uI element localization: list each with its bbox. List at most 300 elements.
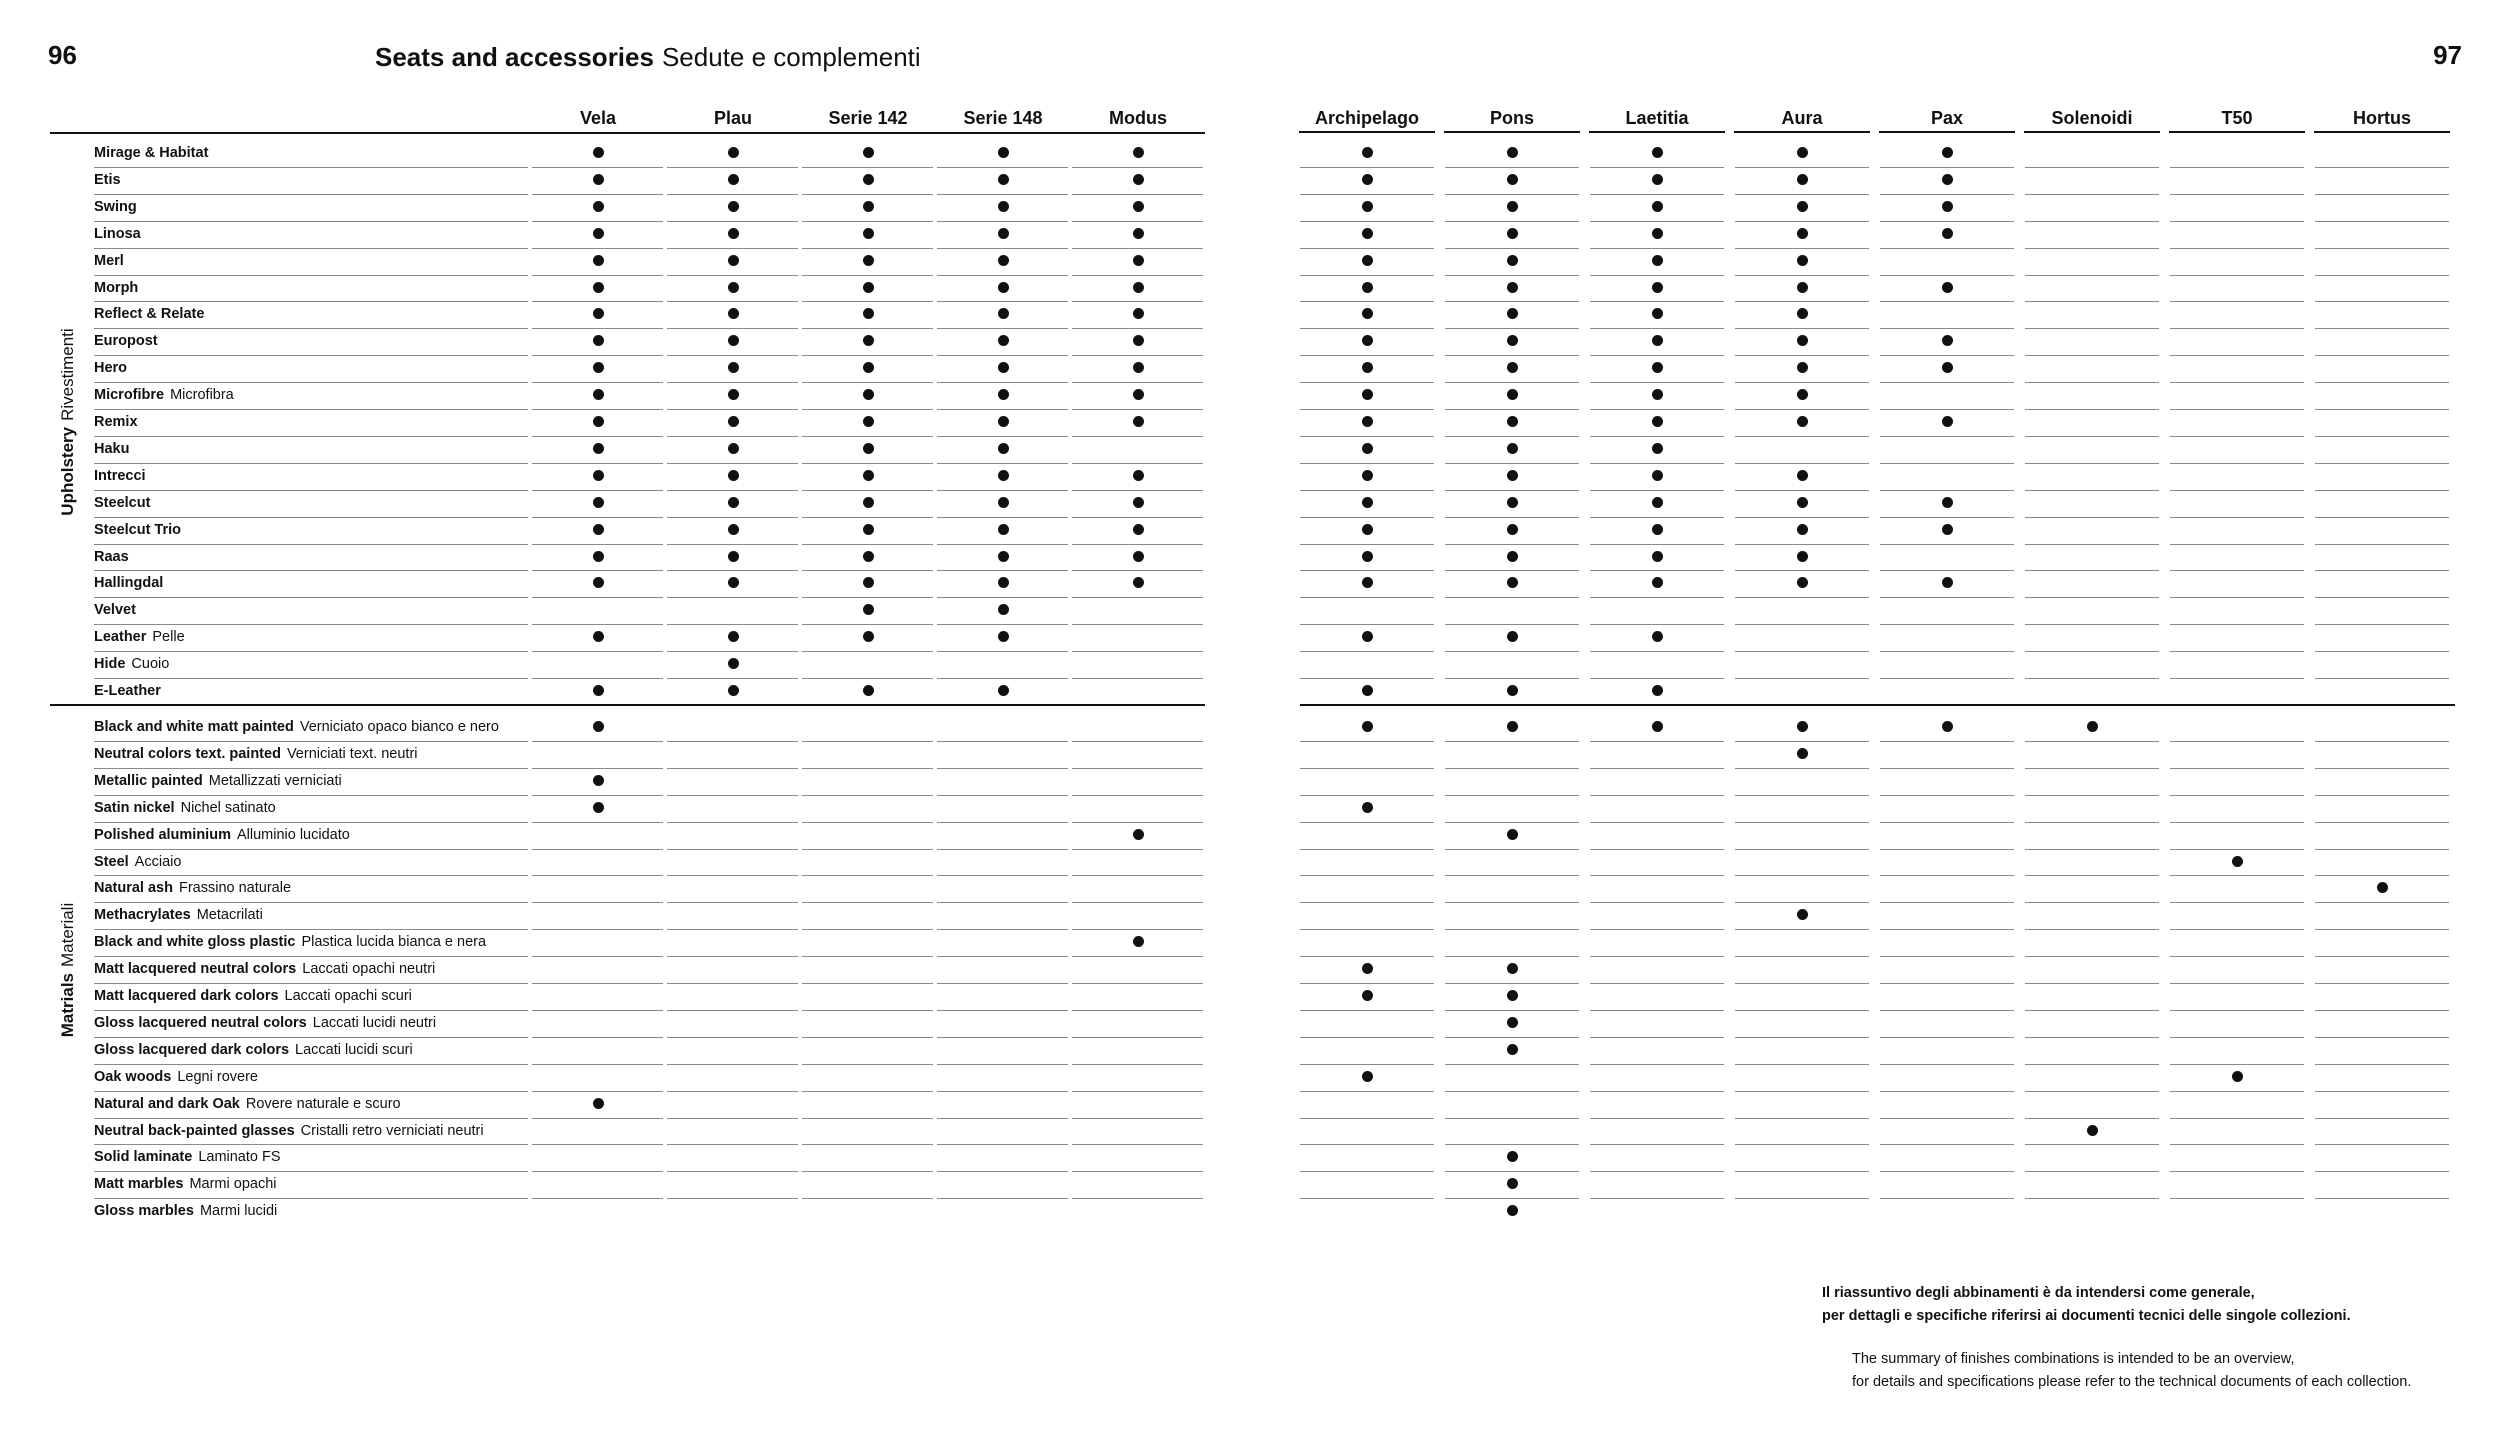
cell-rule [802,463,933,464]
cell-rule [1445,983,1579,984]
availability-dot [593,228,604,239]
availability-dot [1133,174,1144,185]
row-label-it: Rovere naturale e scuro [245,1095,401,1112]
cell-rule [1735,822,1869,823]
row-label [94,252,124,270]
note-english [1852,1348,2411,1394]
cell-rule [1072,902,1203,903]
row-label-en: Steelcut [94,494,151,511]
availability-dot [1507,228,1518,239]
row-label-en: Natural and dark Oak [94,1095,240,1112]
row-label [94,1175,276,1193]
cell-rule [532,490,663,491]
cell-rule [2025,822,2159,823]
cell-rule [2025,194,2159,195]
cell-rule [1300,221,1434,222]
row-label-en: Methacrylates [94,907,191,924]
availability-dot [1942,228,1953,239]
cell-rule [667,490,798,491]
cell-rule [1880,768,2014,769]
row-label-it: Alluminio lucidato [236,826,350,843]
cell-rule [1735,741,1869,742]
row-rule [94,741,528,742]
cell-rule [1880,1010,2014,1011]
cell-rule [2315,795,2449,796]
cell-rule [1445,768,1579,769]
row-label [94,799,276,817]
availability-dot [863,631,874,642]
cell-rule [1445,1037,1579,1038]
cell-rule [1880,517,2014,518]
row-label [94,826,350,844]
cell-rule [2025,956,2159,957]
availability-dot [998,577,1009,588]
availability-dot [593,497,604,508]
row-label-en: Remix [94,414,138,430]
cell-rule [1735,355,1869,356]
availability-dot [1652,524,1663,535]
availability-dot [1507,416,1518,427]
cell-rule [1072,795,1203,796]
cell-rule [2170,1171,2304,1172]
availability-dot [1942,362,1953,373]
cell-rule [1880,741,2014,742]
cell-rule [667,1037,798,1038]
cell-rule [1300,436,1434,437]
cell-rule [937,597,1068,598]
availability-dot [1133,416,1144,427]
row-rule [94,1118,528,1119]
cell-rule [1072,275,1203,276]
cell-rule [2170,678,2304,679]
page-title-en: Seats and accessories [375,42,654,72]
cell-rule [1445,248,1579,249]
row-label-en: Steel [94,853,129,870]
availability-dot [1797,524,1808,535]
availability-dot [1652,147,1663,158]
cell-rule [1072,382,1203,383]
availability-dot [1507,721,1518,732]
cell-rule [1880,849,2014,850]
availability-dot [1362,174,1373,185]
row-label [94,745,418,763]
availability-dot [2377,882,2388,893]
row-label-en: Black and white matt painted [94,719,294,735]
row-rule [94,1091,528,1092]
cell-rule [937,956,1068,957]
cell-rule [1735,1010,1869,1011]
cell-rule [802,1118,933,1119]
cell-rule [1590,436,1724,437]
availability-dot [1507,443,1518,454]
availability-dot [2232,856,2243,867]
availability-dot [593,416,604,427]
row-label-en: Reflect & Relate [94,306,205,323]
cell-rule [1072,597,1203,598]
availability-dot [1652,443,1663,454]
cell-rule [2170,355,2304,356]
cell-rule [1590,570,1724,571]
cell-rule [2315,956,2449,957]
row-label-en: Polished aluminium [94,826,231,843]
availability-dot [863,201,874,212]
cell-rule [1880,795,2014,796]
cell-rule [1590,929,1724,930]
cell-rule [937,463,1068,464]
availability-dot [1797,577,1808,588]
cell-rule [532,248,663,249]
cell-rule [2315,768,2449,769]
cell-rule [2170,409,2304,410]
cell-rule [1590,463,1724,464]
cell-rule [2025,544,2159,545]
row-label-en: Matt lacquered neutral colors [94,961,297,978]
cell-rule [1445,436,1579,437]
cell-rule [1300,275,1434,276]
availability-dot [593,551,604,562]
availability-dot [728,147,739,158]
column-header-rule [1444,131,1580,133]
cell-rule [937,624,1068,625]
cell-rule [2170,597,2304,598]
availability-dot [1942,497,1953,508]
cell-rule [2315,983,2449,984]
cell-rule [2315,275,2449,276]
cell-rule [2315,678,2449,679]
cell-rule [667,544,798,545]
cell-rule [2170,795,2304,796]
cell-rule [937,1198,1068,1199]
cell-rule [802,570,933,571]
row-label-en: Hero [94,360,128,377]
availability-dot [1652,416,1663,427]
section-label-upholstery [58,329,78,516]
row-rule [94,1037,528,1038]
availability-dot [1797,748,1808,759]
cell-rule [1300,248,1434,249]
row-label-en: Hallingdal [94,575,164,592]
row-rule [94,1171,528,1172]
availability-dot [728,685,739,696]
availability-dot [1362,1071,1373,1082]
cell-rule [667,194,798,195]
cell-rule [1590,678,1724,679]
cell-rule [2170,167,2304,168]
cell-rule [667,1010,798,1011]
row-rule [94,1198,528,1199]
row-label-en: Black and white gloss plastic [94,934,296,951]
cell-rule [937,1118,1068,1119]
cell-rule [1445,409,1579,410]
row-rule [94,956,528,957]
cell-rule [1590,597,1724,598]
cell-rule [1590,301,1724,302]
cell-rule [1300,517,1434,518]
row-rule [94,902,528,903]
availability-dot [728,470,739,481]
cell-rule [1735,1118,1869,1119]
cell-rule [532,1091,663,1092]
cell-rule [802,956,933,957]
row-label [94,879,291,897]
cell-rule [802,301,933,302]
availability-dot [1133,389,1144,400]
cell-rule [1300,929,1434,930]
cell-rule [667,651,798,652]
cell-rule [532,409,663,410]
cell-rule [937,822,1068,823]
cell-rule [2315,849,2449,850]
availability-dot [998,443,1009,454]
row-rule [94,651,528,652]
cell-rule [532,167,663,168]
availability-dot [1362,802,1373,813]
cell-rule [667,956,798,957]
cell-rule [2025,301,2159,302]
availability-dot [1507,963,1518,974]
availability-dot [1133,282,1144,293]
cell-rule [1072,194,1203,195]
cell-rule [937,983,1068,984]
cell-rule [1880,1144,2014,1145]
cell-rule [1735,248,1869,249]
row-label-it: Nichel satinato [180,799,276,816]
availability-dot [593,389,604,400]
cell-rule [802,436,933,437]
availability-dot [1652,631,1663,642]
cell-rule [1072,544,1203,545]
cell-rule [937,1091,1068,1092]
cell-rule [802,221,933,222]
cell-rule [802,355,933,356]
cell-rule [937,328,1068,329]
availability-dot [728,201,739,212]
cell-rule [937,436,1068,437]
cell-rule [2025,678,2159,679]
row-rule [94,463,528,464]
availability-dot [1797,308,1808,319]
column-header: T50 [2221,108,2253,128]
availability-dot [593,362,604,373]
cell-rule [1445,1171,1579,1172]
availability-dot [593,201,604,212]
cell-rule [1735,490,1869,491]
cell-rule [1072,463,1203,464]
availability-dot [863,255,874,266]
cell-rule [1445,1144,1579,1145]
row-label-it: Laminato FS [198,1149,281,1166]
row-label [94,548,129,566]
cell-rule [667,929,798,930]
cell-rule [2315,902,2449,903]
cell-rule [667,983,798,984]
note-english-line: for details and specifications please refer to the technical documents of each collection. [1852,1374,2412,1390]
cell-rule [2170,983,2304,984]
row-rule [94,597,528,598]
cell-rule [937,221,1068,222]
cell-rule [937,741,1068,742]
cell-rule [2315,463,2449,464]
cell-rule [937,1010,1068,1011]
row-label [94,1202,277,1220]
cell-rule [802,1064,933,1065]
cell-rule [1590,624,1724,625]
cell-rule [1880,875,2014,876]
availability-dot [1507,389,1518,400]
cell-rule [1445,517,1579,518]
availability-dot [1942,721,1953,732]
cell-rule [1735,795,1869,796]
cell-rule [1072,741,1203,742]
availability-dot [1797,389,1808,400]
cell-rule [937,544,1068,545]
availability-dot [863,497,874,508]
cell-rule [532,436,663,437]
cell-rule [1590,651,1724,652]
cell-rule [2170,1118,2304,1119]
cell-rule [1072,1091,1203,1092]
cell-rule [1300,544,1434,545]
availability-dot [1362,255,1373,266]
availability-dot [1942,524,1953,535]
availability-dot [1942,577,1953,588]
cell-rule [2315,929,2449,930]
cell-rule [802,1171,933,1172]
cell-rule [1735,875,1869,876]
cell-rule [667,275,798,276]
row-label-it: Verniciato opaco bianco e nero [299,719,499,735]
cell-rule [1880,1171,2014,1172]
row-label-it: Pelle [152,629,185,646]
availability-dot [1507,308,1518,319]
cell-rule [532,1118,663,1119]
availability-dot [1797,909,1808,920]
row-rule [94,436,528,437]
cell-rule [2025,902,2159,903]
availability-dot [593,631,604,642]
availability-dot [1362,308,1373,319]
cell-rule [1590,1064,1724,1065]
cell-rule [532,1144,663,1145]
cell-rule [937,902,1068,903]
cell-rule [937,248,1068,249]
cell-rule [1445,194,1579,195]
availability-dot [1507,577,1518,588]
cell-rule [1072,301,1203,302]
cell-rule [937,355,1068,356]
cell-rule [667,517,798,518]
cell-rule [1300,1037,1434,1038]
cell-rule [1880,956,2014,957]
cell-rule [1735,624,1869,625]
cell-rule [667,849,798,850]
availability-dot [593,282,604,293]
cell-rule [1880,248,2014,249]
availability-dot [1797,201,1808,212]
cell-rule [937,1037,1068,1038]
section-label-en: Matrials [58,972,77,1037]
availability-dot [1362,524,1373,535]
availability-dot [1507,1178,1518,1189]
section-label-en: Upholstery [58,427,77,517]
cell-rule [532,822,663,823]
cell-rule [1445,328,1579,329]
cell-rule [2025,275,2159,276]
availability-dot [1133,497,1144,508]
cell-rule [532,275,663,276]
cell-rule [1880,1198,2014,1199]
cell-rule [1880,1118,2014,1119]
cell-rule [1445,1118,1579,1119]
cell-rule [2025,328,2159,329]
cell-rule [1300,651,1434,652]
availability-dot [1797,335,1808,346]
cell-rule [667,902,798,903]
availability-dot [998,282,1009,293]
cell-rule [802,1010,933,1011]
cell-rule [2025,490,2159,491]
cell-rule [2315,301,2449,302]
availability-dot [998,335,1009,346]
row-label-en: Matt lacquered dark colors [94,988,279,1004]
availability-dot [1507,990,1518,1001]
cell-rule [2315,1118,2449,1119]
cell-rule [1735,409,1869,410]
availability-dot [1507,470,1518,481]
availability-dot [1797,721,1808,732]
row-rule [94,795,528,796]
cell-rule [1880,544,2014,545]
availability-dot [1133,228,1144,239]
availability-dot [1652,721,1663,732]
cell-rule [2315,328,2449,329]
availability-dot [728,551,739,562]
note-italian-line: per dettagli e specifiche riferirsi ai documenti tecnici delle singole collezioni. [1822,1308,2351,1324]
cell-rule [1880,382,2014,383]
cell-rule [1735,544,1869,545]
cell-rule [1445,1064,1579,1065]
availability-dot [1507,1151,1518,1162]
availability-dot [998,174,1009,185]
availability-dot [1942,174,1953,185]
row-label-it: Laccati lucidi neutri [312,1014,437,1031]
cell-rule [1880,194,2014,195]
cell-rule [667,409,798,410]
availability-dot [1652,470,1663,481]
availability-dot [863,389,874,400]
row-label-it: Acciaio [134,853,182,870]
row-label [94,574,163,592]
availability-dot [593,147,604,158]
availability-dot [593,308,604,319]
row-rule [94,248,528,249]
cell-rule [1735,902,1869,903]
cell-rule [937,651,1068,652]
section-divider-right [1300,704,2455,706]
cell-rule [2170,275,2304,276]
row-label-en: Morph [94,279,139,296]
availability-dot [1362,685,1373,696]
row-rule [94,624,528,625]
availability-dot [1652,577,1663,588]
availability-dot [1797,174,1808,185]
cell-rule [1880,167,2014,168]
cell-rule [2025,409,2159,410]
cell-rule [667,328,798,329]
availability-dot [728,228,739,239]
cell-rule [937,849,1068,850]
cell-rule [1590,741,1724,742]
